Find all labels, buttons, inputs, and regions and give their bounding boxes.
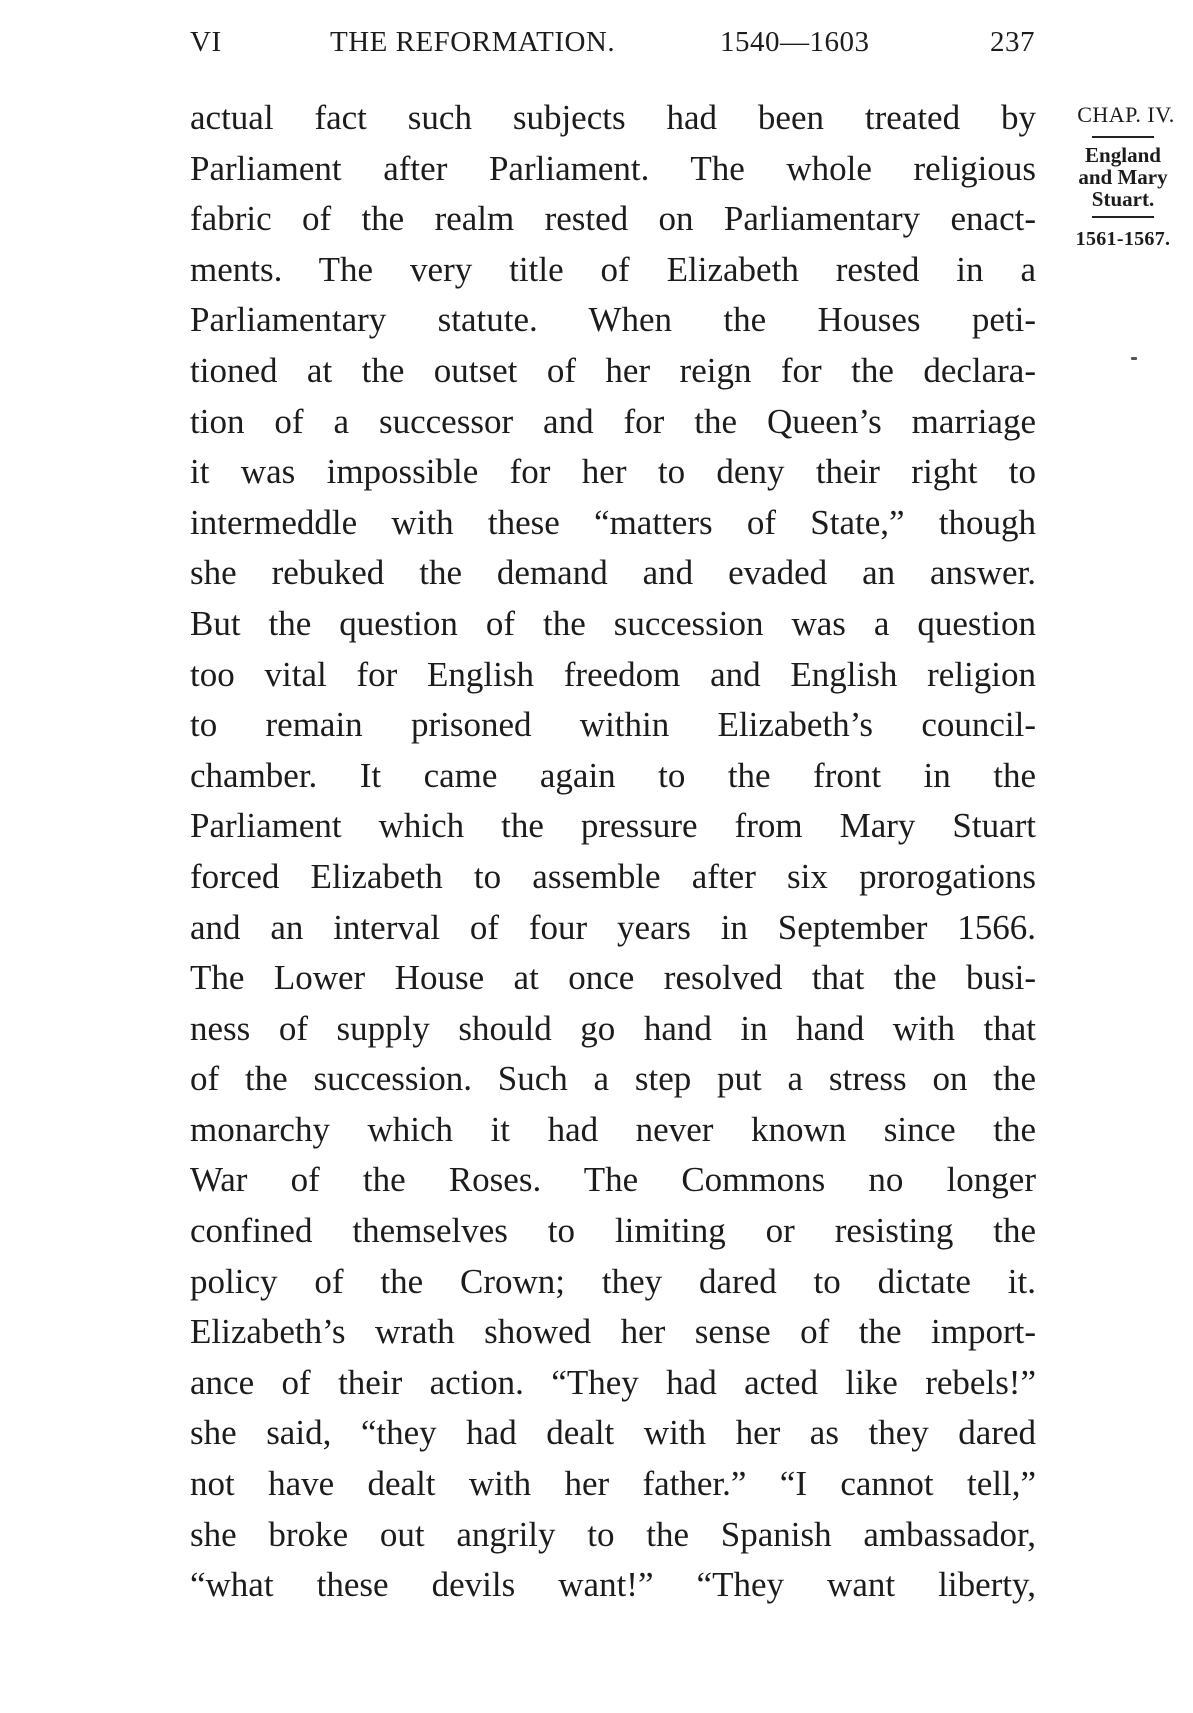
text-line: But the question of the succession was a question [190, 603, 1036, 643]
margin-note-subject [1058, 144, 1188, 210]
running-head-section: VI [190, 26, 222, 58]
text-line: Parliament which the pressure from Mary Stuart [190, 806, 1036, 846]
text-line: “what these devils want!” “They want liberty, [190, 1565, 1036, 1605]
text-line: policy of the Crown; they dared to dictate it. [190, 1261, 1036, 1301]
text-line: ness of supply should go hand in hand with that [190, 1008, 1036, 1048]
text-line: Elizabeth’s wrath showed her sense of the import- [190, 1312, 1036, 1352]
text-line: tion of a successor and for the Queen’s marriage [190, 401, 1036, 441]
margin-note-chapter: CHAP. IV. [1077, 102, 1175, 127]
running-head-title: THE REFORMATION. [330, 26, 616, 58]
text-line: Parliament after Parliament. The whole religious [190, 148, 1036, 188]
margin-note-rule [1092, 136, 1154, 138]
text-line: War of the Roses. The Commons no longer [190, 1160, 1036, 1200]
text-line: she said, “they had dealt with her as they dared [190, 1413, 1036, 1453]
text-line: it was impossible for her to deny their right to [190, 452, 1036, 492]
text-line: chamber. It came again to the front in the [190, 755, 1036, 795]
text-line: The Lower House at once resolved that the busi- [190, 958, 1036, 998]
text-line: fabric of the realm rested on Parliamentary enact- [190, 199, 1036, 239]
margin-note-subject-line: Stuart. [1091, 187, 1155, 211]
running-head-dates: 1540—1603 [720, 26, 870, 58]
text-line: actual fact such subjects had been treated by [190, 98, 1036, 137]
text-line: confined themselves to limiting or resisting the [190, 1211, 1036, 1251]
text-line: not have dealt with her father.” “I cannot tell,” [190, 1464, 1036, 1504]
text-line: she broke out angrily to the Spanish ambassador, [190, 1514, 1036, 1554]
page-number: 237 [990, 26, 1035, 58]
margin-note-subject-line: and Mary [1078, 165, 1168, 189]
text-line: to remain prisoned within Elizabeth’s council- [190, 705, 1036, 745]
text-line: tioned at the outset of her reign for the declara- [190, 350, 1036, 390]
text-line: forced Elizabeth to assemble after six prorogations [190, 856, 1036, 896]
print-speck [1131, 357, 1137, 360]
text-line: too vital for English freedom and English religion [190, 654, 1036, 694]
margin-note-subject-line: England [1085, 143, 1161, 167]
margin-note [1058, 100, 1188, 254]
text-line: Parliamentary statute. When the Houses peti- [190, 300, 1036, 340]
running-head [0, 18, 1193, 68]
text-line: ance of their action. “They had acted like rebels!” [190, 1362, 1036, 1402]
text-line: she rebuked the demand and evaded an answer. [190, 553, 1036, 593]
text-line: and an interval of four years in September 1566. [190, 907, 1036, 947]
body-text [190, 93, 1036, 1611]
text-line: of the succession. Such a step put a stress on the [190, 1059, 1036, 1099]
text-line: intermeddle with these “matters of State,” though [190, 502, 1036, 542]
margin-note-dates: 1561-1567. [1075, 228, 1171, 250]
text-line: monarchy which it had never known since the [190, 1109, 1036, 1149]
text-line: ments. The very title of Elizabeth rested in a [190, 249, 1036, 289]
margin-note-rule [1092, 216, 1154, 218]
